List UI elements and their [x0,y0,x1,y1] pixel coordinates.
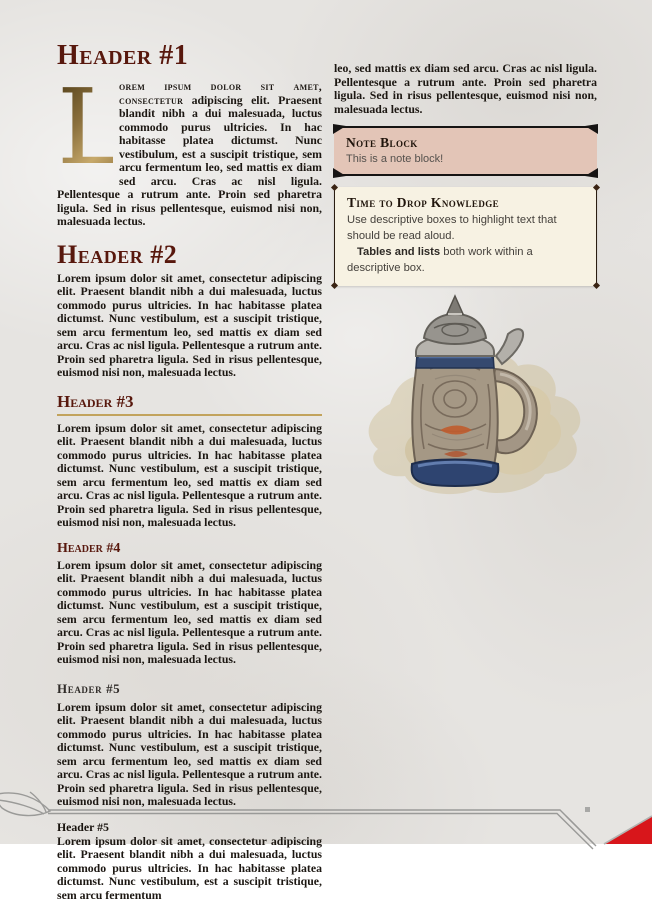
truncated-paragraph: Lorem ipsum dolor sit amet, consectetur adipiscing elit. Praesent blandit nibh a dui malesuada, luctus commodo purus ultricies. In hac habitasse platea dictumst. Nunc vestibulum, est a suscipit tristique, sem arcu fermentum [57,835,322,902]
note-corner-ornament [333,168,346,178]
paragraph: Lorem ipsum dolor sit amet, consectetur adipiscing elit. Praesent blandit nibh a dui malesuada, luctus commodo purus ultricies. In hac habitasse platea dictumst. Nunc vestibulum, est a suscipit tristique, sem arcu fermentum leo, sed mattis ex diam sed arcu. Cras ac nisl ligula. Pellentesque a rutrum ante. Proin sed pharetra ligula. Sed in risus pellentesque, euismod nisi non, malesuada lectus. [57,272,322,380]
paragraph: Lorem ipsum dolor sit amet, consectetur adipiscing elit. Praesent blandit nibh a dui malesuada, luctus commodo purus ultricies. In hac habitasse platea dictumst. Nunc vestibulum, est a suscipit tristique, sem arcu fermentum leo, sed mattis ex diam sed arcu. Cras ac nisl ligula. Pellentesque a rutrum ante. Proin sed pharetra ligula. Sed in risus pellentesque, euismod nisi non, malesuada lectus. [57,559,322,667]
header-5: Header #5 [57,681,322,697]
footer-flourish-icon [0,792,50,816]
header-4: Header #4 [57,541,322,557]
header-5-bold: Header #5 [57,820,322,835]
header-2: Header #2 [57,240,322,270]
dropcap-paragraph [57,80,322,229]
descriptive-box-line2 [347,244,584,276]
descriptive-corner-diamond [331,282,338,289]
paragraph-text: adipiscing elit. Praesent blandit nibh a dui malesuada, luctus commodo purus ultricies. In hac habitasse platea dictumst. Nunc vestibulum, est a suscipit tristique, sem arcu fermentum leo, sed mattis ex diam sed arcu. Cras ac nisl ligula. Pellentesque a rutrum ante. Proin sed pharetra ligula. Sed in risus pellentesque, euismod nisi non, malesuada lectus. [57,93,322,229]
left-column [57,40,322,818]
note-block [334,126,597,176]
descriptive-corner-diamond [593,184,600,191]
descriptive-box-line1: Use descriptive boxes to highlight text that should be read aloud. [347,212,584,244]
right-column [334,62,597,286]
note-corner-ornament [585,124,598,134]
beer-stein-illustration [360,284,600,502]
continuation-paragraph: leo, sed mattis ex diam sed arcu. Cras ac nisl ligula. Pellentesque a rutrum ante. Proin sed pharetra ligula. Sed in risus pellentesque, euismod nisi non, malesuada lectus. [334,62,597,116]
stein-thumb-lever [496,329,523,364]
descriptive-box [334,187,597,286]
header-1: Header #1 [57,40,322,72]
descriptive-box-title: Time to Drop Knowledge [347,195,584,211]
note-block-body: This is a note block! [346,152,585,167]
descriptive-line2-rest: both work within a descriptive box. [347,246,533,274]
header-3: Header #3 [57,392,322,416]
stein-finial [447,296,463,314]
descriptive-corner-diamond [331,184,338,191]
note-block-title: Note Block [346,135,585,151]
footer-square-ornament [585,807,590,812]
page-footer-decoration [0,784,652,844]
note-corner-ornament [333,124,346,134]
stein-lid-dome [424,314,486,344]
descriptive-bold-lead: Tables and lists [357,246,440,258]
drop-cap-letter: L [57,84,113,176]
paragraph: Lorem ipsum dolor sit amet, consectetur adipiscing elit. Praesent blandit nibh a dui malesuada, luctus commodo purus ultricies. In hac habitasse platea dictumst. Nunc vestibulum, est a suscipit tristique, sem arcu fermentum leo, sed mattis ex diam sed arcu. Cras ac nisl ligula. Pellentesque a rutrum ante. Proin sed pharetra ligula. Sed in risus pellentesque, euismod nisi non, malesuada lectus. [57,701,322,809]
paragraph: Lorem ipsum dolor sit amet, consectetur adipiscing elit. Praesent blandit nibh a dui malesuada, luctus commodo purus ultricies. In hac habitasse platea dictumst. Nunc vestibulum, est a suscipit tristique, sem arcu fermentum leo, sed mattis ex diam sed arcu. Cras ac nisl ligula. Pellentesque a rutrum ante. Proin sed pharetra ligula. Sed in risus pellentesque, euismod nisi non, malesuada lectus. [57,422,322,530]
lead-small-caps: orem ipsum dolor sit amet, consectetur [119,79,322,107]
note-corner-ornament [585,168,598,178]
footer-rule [48,810,596,849]
